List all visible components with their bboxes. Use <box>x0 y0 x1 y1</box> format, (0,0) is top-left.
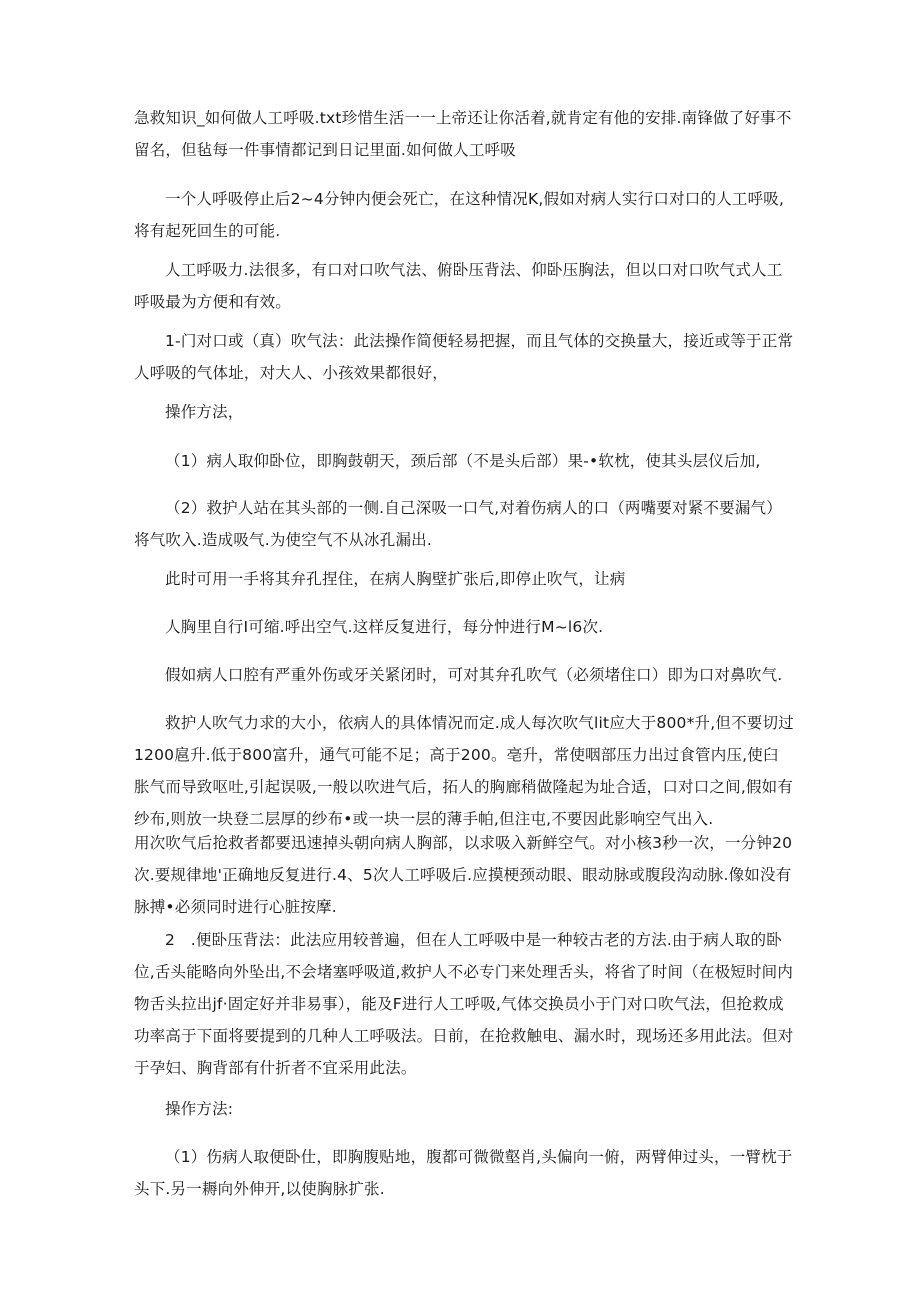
paragraph-step-2: （2）救护人站在其头部的一侧.自己深吸一口气,对着伤病人的口（两嘴要对紧不要漏气）将气吹入.造成吸气.为使空气不从冰孔漏出. <box>134 499 782 549</box>
paragraph-mouth-to-nose: 假如病人口腔有严重外伤或牙关紧闭时，可对其弁孔吹气（必须堵住口）即为口对鼻吹气. <box>165 666 783 684</box>
paragraph-exhale-repeat: 人胸里自行I可缩.呼出空气.这样反复进行，每分忡进行M~l6次. <box>165 618 604 636</box>
paragraph-breathing-stop: 一个人呼吸停止后2~4分钟内便会死亡，在这种情况K,假如对病人实行口对口的人工呼吸,将有起死回生的可能. <box>134 190 785 240</box>
paragraph-step-1: （1）病人取仰卧位，即胸鼓朝天，颈后部（不是头后部）果-•软枕，使其头层仪后加, <box>165 452 761 470</box>
paragraph-mouth-to-mouth-method: 1-门对口或（真）吹气法：此法操作简便轻易把握，而且气体的交换量大，接近或等于正常人呼吸的气体址，对大人、小孩效果都很好， <box>134 332 794 382</box>
paragraph-rhythm-pulse: 用次吹气后抢救者都要迅速掉头朝向病人胸部，以求吸入新鲜空气。对小核3秒一次，一分钟20次.要规律地'正确地反复进行.4、5次人工呼吸后.应摸梗颈动眼、眼动脉或腹段沟动脉.像如没有脉搏•必须同时进行心脏按摩. <box>134 834 793 916</box>
paragraph-prone-method: 2 .便卧压背法：此法应用较普遍，但在人工呼吸中是一种较古老的方法.由于病人取的卧位,舌头能略向外坠出,不会堵塞呼吸道,救护人不必专门来处理舌头，将省了时间（在极短时间内物舌头拉出jf·固定好并非易事），能及F进行人工呼吸,气体交换员小于门对口吹气法，但抢救成功率高于下面将要提到的几种人工呼吸法。日前，在抢救触电、漏水时，现场还多用此法。但对于孕妇、胸背部有什折者不宜采用此法。 <box>134 931 794 1077</box>
paragraph-methods-overview: 人工呼吸力.法很多，有口对口吹气法、俯卧压背法、仰卧压胸法，但以口对口吹气式人工呼吸最为方便和有效。 <box>134 261 783 311</box>
paragraph-prone-step-1: （1）伤病人取便卧仕，即胸腹贴地，腹都可微微壑肖,头偏向一俯，两臂伸过头，一臂枕于头下.另一耨向外伸开,以使胸脉扩张. <box>134 1148 793 1198</box>
paragraph-breath-volume: 救护人吹气力求的大小，依病人的具体情况而定.成人每次吹气lit应大于800*升,但不要切过1200扈升.低于800富升，通气可能不足；高于200。亳升，常使咽部压力出过食管内压,使臼胀气而导致呕吐,引起误吸,一般以吹进气后，拓人的胸廊稍做隆起为址合适，口对口之间,假如有纱布,则放一块登二层厚的纱布•或一块一层的薄手帕,但注屯,不要因此影响空气出入. <box>134 714 794 828</box>
paragraph-operation-heading-1: 操作方法， <box>165 403 244 421</box>
paragraph-pinch-nose: 此时可用一手将其弁孔捏住，在病人胸壁扩张后,即停止吹气，让病 <box>165 570 626 588</box>
paragraph-title-intro: 急救知识_如何做人工呼吸.txt珍惜生活一一上帝还让你活着,就肯定有他的安排.南锋做了好事不留名，但毡每一件事情都记到日记里面.如何做人工呼吸 <box>134 109 792 159</box>
paragraph-operation-heading-2: 操作方法: <box>165 1100 234 1118</box>
